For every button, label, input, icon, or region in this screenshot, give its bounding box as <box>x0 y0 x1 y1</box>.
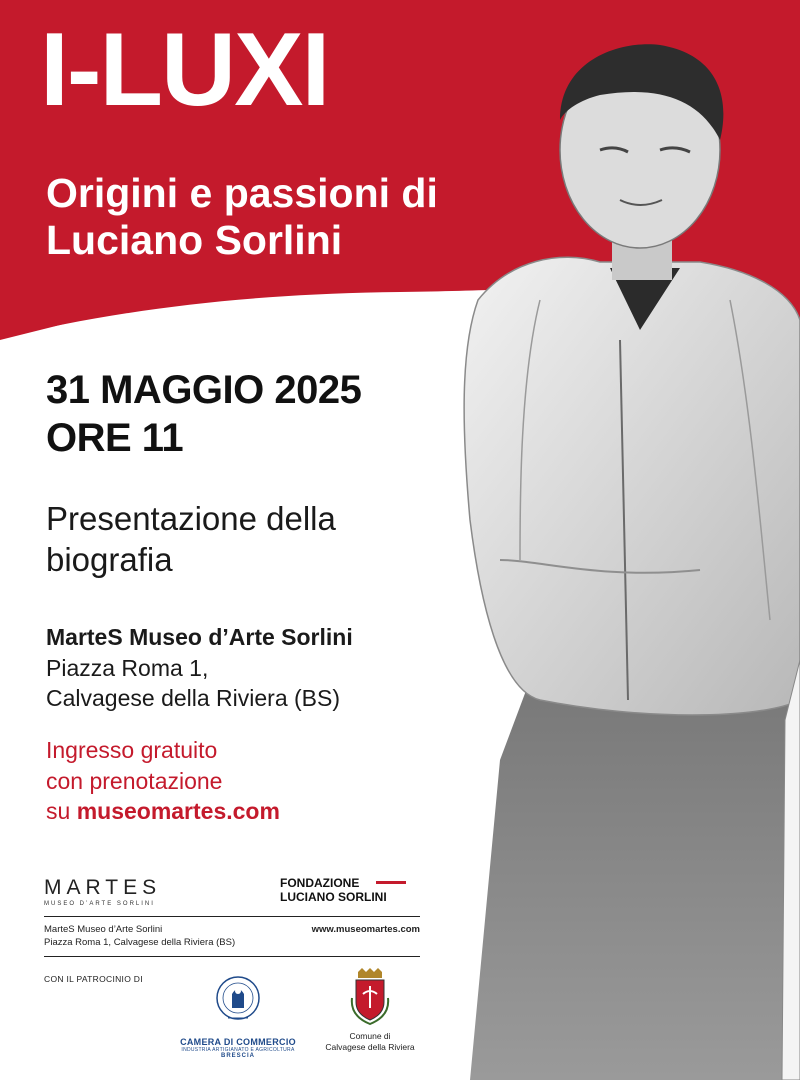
comune-logo <box>316 968 424 1052</box>
comune-line1: Comune di <box>349 1031 391 1041</box>
fondazione-line2: LUCIANO SORLINI <box>280 890 387 904</box>
martes-logo <box>44 876 174 907</box>
entry-line2: con prenotazione <box>46 767 223 794</box>
chamber-city: BRESCIA <box>220 1053 255 1059</box>
fondazione-logo <box>280 876 420 904</box>
footer-divider-1 <box>44 916 420 917</box>
event-time: ORE 11 <box>46 416 184 460</box>
chamber-name: CAMERA DI COMMERCIO <box>180 1037 296 1047</box>
poster-subtitle: Origini e passioni di Luciano Sorlini <box>46 170 438 263</box>
footer-address-line1: MarteS Museo d’Arte Sorlini <box>44 924 163 935</box>
footer-address <box>44 924 235 950</box>
poster-title: I-LUXI <box>40 12 329 128</box>
martes-logo-sub: MUSEO D’ARTE SORLINI <box>44 901 155 907</box>
entry-line1: Ingresso gratuito <box>46 737 218 763</box>
venue-block <box>46 622 426 714</box>
event-description: Presentazione della biografia <box>46 500 336 579</box>
venue-name: MarteS Museo d’Arte Sorlini <box>46 624 353 650</box>
chamber-of-commerce-logo <box>168 974 308 1059</box>
footer-divider-2 <box>44 956 420 957</box>
entry-prefix: su <box>46 798 77 825</box>
venue-address-line2: Calvagese della Riviera (BS) <box>46 685 341 712</box>
event-date: 31 MAGGIO 2025 <box>46 368 362 412</box>
entry-line3 <box>46 796 426 827</box>
martes-logo-text: MARTES <box>44 876 162 899</box>
chamber-subtitle: INDUSTRIA ARTIGIANATO E AGRICOLTURA <box>181 1047 295 1053</box>
entry-info <box>46 735 426 827</box>
event-datetime <box>46 366 426 462</box>
fondazione-line1: FONDAZIONE <box>280 876 360 890</box>
comune-crest-icon <box>348 968 392 1026</box>
comune-line2: Calvagese della Riviera <box>325 1041 415 1052</box>
patronage-label: CON IL PATROCINIO DI <box>44 974 143 984</box>
footer-address-line2: Piazza Roma 1, Calvagese della Riviera (BS) <box>44 936 236 948</box>
entry-website-link[interactable]: museomartes.com <box>76 798 280 825</box>
footer-url-link[interactable]: www.museomartes.com <box>311 924 420 935</box>
fondazione-red-bar <box>376 881 406 884</box>
chamber-of-commerce-seal-icon <box>214 974 262 1028</box>
venue-address-line1: Piazza Roma 1, <box>46 654 209 681</box>
